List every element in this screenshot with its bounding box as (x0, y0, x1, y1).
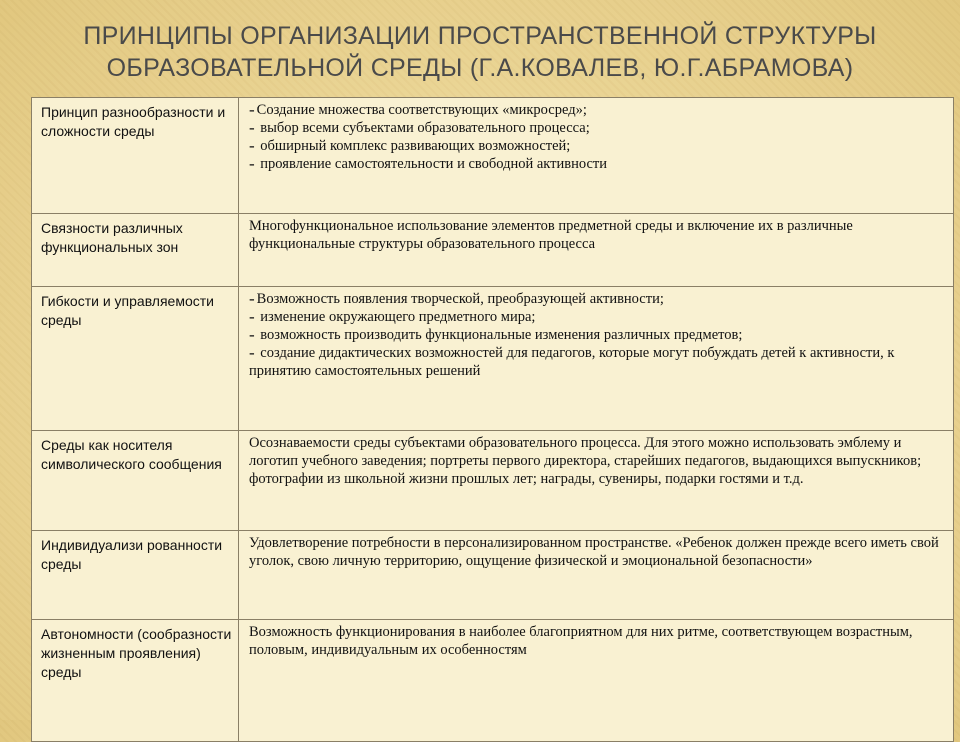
principles-table (31, 97, 954, 742)
table-row (32, 531, 954, 620)
principle-cell: Среды как носителя символического сообщения (32, 431, 239, 531)
description-cell: Многофункциональное использование элементов предметной среды и включение их в различные функциональные структуры образовательного процесса (239, 214, 954, 287)
dash-bullet: - (249, 100, 255, 119)
list-item-text: возможность производить функциональные изменения различных предметов; (260, 327, 743, 343)
dash-bullet: - (249, 118, 255, 137)
list-item (249, 137, 947, 155)
table-row (32, 620, 954, 742)
list-item-text: изменение окружающего предметного мира; (260, 309, 536, 325)
dash-bullet: - (249, 136, 255, 155)
slide-title-line1: ПРИНЦИПЫ ОРГАНИЗАЦИИ ПРОСТРАНСТВЕННОЙ СТРУКТУРЫ (83, 22, 877, 50)
dash-bullet: - (249, 325, 255, 344)
principle-cell: Индивидуализи рованности среды (32, 531, 239, 620)
list-item (249, 119, 947, 137)
principle-cell: Автономности (сообразности жизненным проявления) среды (32, 620, 239, 742)
description-cell: Удовлетворение потребности в персонализированном пространстве. «Ребенок должен прежде всего иметь свой уголок, свою личную территорию, ощущение физической и эмоциональной безопасности» (239, 531, 954, 620)
list-item (249, 344, 947, 380)
list-item (249, 308, 947, 326)
list-item-text: обширный комплекс развивающих возможностей; (260, 138, 571, 154)
description-cell (239, 98, 954, 214)
list-item-text: создание дидактических возможностей для педагогов, которые могут побуждать детей к активности, к принятию самостоятельных решений (249, 345, 895, 379)
list-item-text: Создание множества соответствующих «микросред»; (256, 102, 587, 118)
list-item (249, 290, 947, 308)
slide-title-line2: ОБРАЗОВАТЕЛЬНОЙ СРЕДЫ (Г.А.КОВАЛЕВ, Ю.Г.АБРАМОВА) (106, 54, 854, 82)
description-cell: Осознаваемости среды субъектами образовательного процесса. Для этого можно использовать эмблему и логотип учебного заведения; портреты первого директора, старейших педагогов, выдающихся выпускников; фотографии из школьной жизни прошлых лет; награды, сувениры, подарки гостями и т.д. (239, 431, 954, 531)
list-item-text: проявление самостоятельности и свободной активности (260, 156, 608, 172)
table-row (32, 98, 954, 214)
list-item-text: Возможность появления творческой, преобразующей активности; (256, 291, 664, 307)
dash-bullet: - (249, 289, 255, 308)
principle-cell: Принцип разнообразности и сложности среды (32, 98, 239, 214)
dash-bullet: - (249, 343, 255, 362)
description-cell: Возможность функционирования в наиболее благоприятном для них ритме, соответствующем возрастным, половым, индивидуальным их особенностям (239, 620, 954, 742)
slide-title (40, 20, 920, 84)
table-row (32, 214, 954, 287)
list-item-text: выбор всеми субъектами образовательного процесса; (260, 120, 590, 136)
description-cell (239, 287, 954, 431)
table-row (32, 431, 954, 531)
list-item (249, 101, 947, 119)
list-item (249, 326, 947, 344)
principle-cell: Связности различных функциональных зон (32, 214, 239, 287)
list-item (249, 155, 947, 173)
dash-bullet: - (249, 307, 255, 326)
principle-cell: Гибкости и управляемости среды (32, 287, 239, 431)
table-row (32, 287, 954, 431)
dash-bullet: - (249, 154, 255, 173)
